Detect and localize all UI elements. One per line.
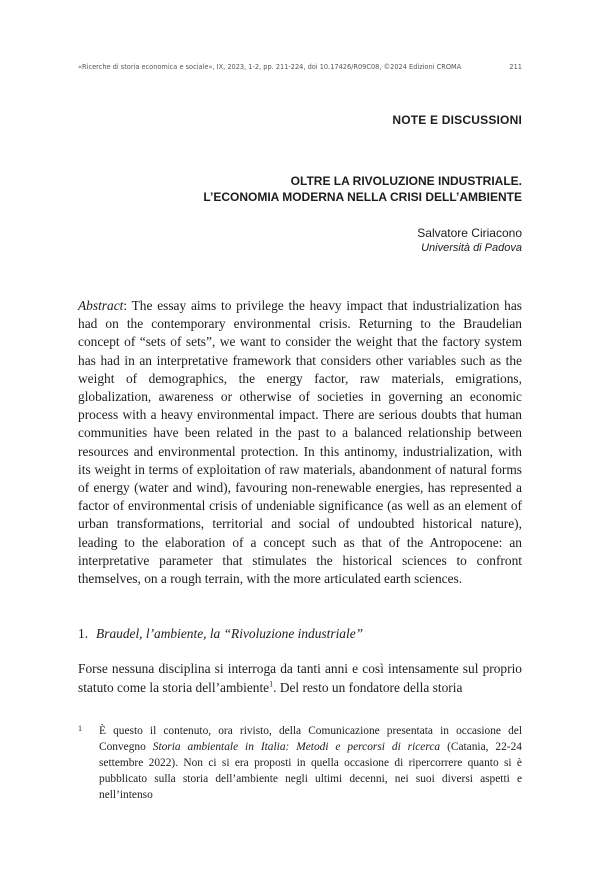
body-text-part-2: . Del resto un fondatore della storia — [273, 679, 463, 695]
section-heading-1 — [78, 626, 363, 642]
author-affiliation: Università di Padova — [421, 242, 522, 254]
abstract — [78, 297, 522, 588]
body-text-part-1: Forse nessuna disciplina si interroga da tanti anni e così intensamente sul proprio statuto come la storia dell’ambiente — [78, 661, 522, 695]
footnote-conference-title: Storia ambientale in Italia: Metodi e percorsi di ricerca — [152, 741, 441, 753]
footnote-number: 1 — [78, 724, 82, 733]
footnote-text-part-1: È questo il contenuto, ora rivisto, della Comunicazione presentata in occasione del Convegno — [99, 725, 522, 753]
article-title-line-1: OLTRE LA RIVOLUZIONE INDUSTRIALE. — [290, 174, 522, 188]
abstract-label: Abstract — [78, 298, 124, 313]
section-number: 1. — [78, 626, 89, 641]
article-title — [203, 173, 522, 205]
footnote-text — [99, 723, 522, 803]
footnote-reference[interactable]: 1 — [269, 679, 274, 689]
footnote-text-part-2: (Catania, 22-24 settembre 2022). Non ci si era proposti in quella occasione di ripercorrere quanto si è pubblicato sulla storia dell’ambiente negli ultimi decenni, nei suoi diversi aspetti e nell’intenso — [99, 741, 522, 801]
body-paragraph — [78, 660, 522, 697]
section-heading: NOTE E DISCUSSIONI — [392, 113, 522, 127]
running-head: «Ricerche di storia economica e sociale», IX, 2023, 1-2, pp. 211-224, doi 10.17426/R09C08, ©2024 Edizioni CROMA — [78, 63, 462, 71]
section-title: Braudel, l’ambiente, la “Rivoluzione industriale” — [96, 626, 364, 641]
author-name: Salvatore Ciriacono — [417, 226, 522, 240]
page-number: 211 — [509, 63, 522, 71]
abstract-text: : The essay aims to privilege the heavy impact that industrialization has had on the contemporary environmental crisis. Returning to the Braudelian concept of “sets of sets”, we want to consider the weight that the factory system has had in an interpretative framework that considers other variables such as the weight of demographics, the energy factor, raw materials, emigrations, globalization, awareness or otherwise of societies in governing an economic process with a heavy environmental impact. There are serious doubts that human communities have been related in the past to a balanced relationship between resources and environmental protection. In this antinomy, industrialization, with its weight in terms of exploitation of raw materials, abandonment of natural forms of energy (water and wind), favouring non-renewable energies, has represented a factor of environmental crisis of undeniable significance (as well as an element of urban transformations, territorial and social of undoubted historical nature), leading to the elaboration of a concept such as that of the Antropocene: an interpretative parameter that stimulates the historical sciences to confront themselves, on a rough terrain, with the more articulated earth sciences. — [78, 298, 522, 587]
article-title-line-2: L’ECONOMIA MODERNA NELLA CRISI DELL’AMBIENTE — [203, 190, 522, 204]
footnote — [78, 723, 522, 803]
